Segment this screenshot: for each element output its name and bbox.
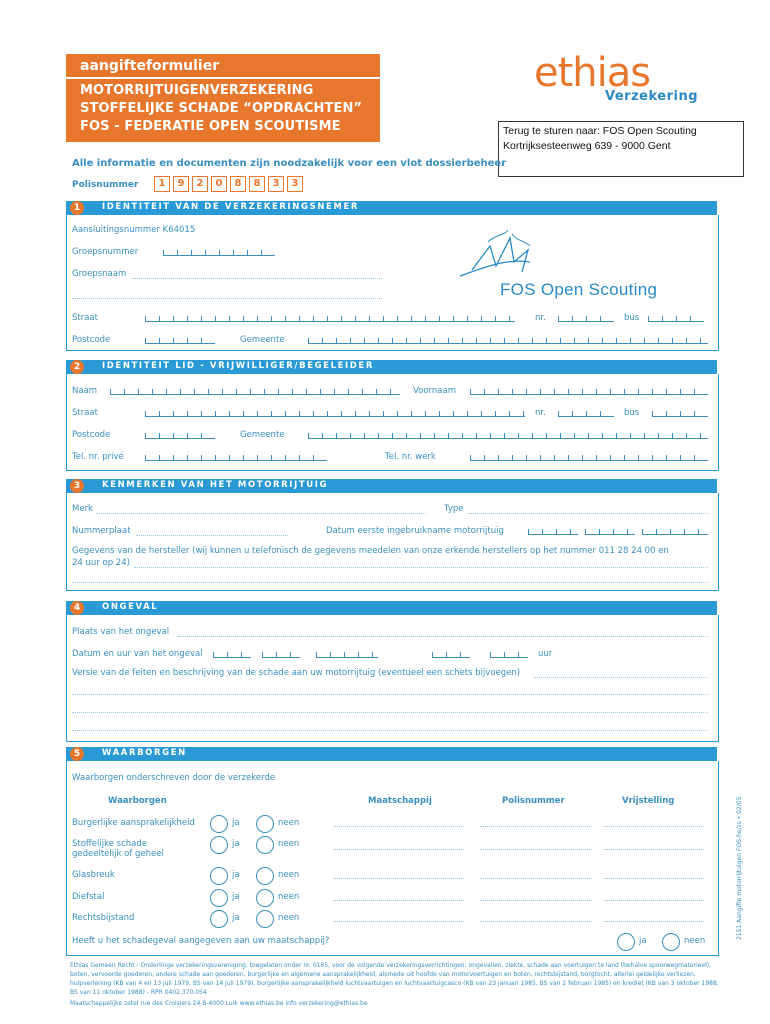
info-line: Alle informatie en documenten zijn noodzakelijk voor een vlot dossierbeheer — [72, 158, 507, 169]
polis-digit: 8 — [249, 176, 265, 192]
naam-field[interactable] — [110, 389, 400, 395]
waarborg-label: Rechtsbijstand — [72, 913, 135, 923]
section-4-header — [66, 601, 717, 615]
s1-bus-field[interactable] — [648, 316, 704, 322]
s2-straat-field[interactable] — [145, 411, 525, 417]
tel-werk-field[interactable] — [470, 455, 708, 461]
type-label: Type — [444, 504, 464, 514]
s2-gemeente-label: Gemeente — [240, 430, 285, 440]
footer-line-3: hulpverlening (KB van 4 en 13 juli 1979, BS van 14 juli 1979), burgerlijke aansprakelijkheid luchtvaartuigen en luchtvaartuigcasco (KB van 23 januari 1985, BS van 2 februari 1985) en krediet (KB van 3 oktober 1988, — [70, 980, 719, 987]
return-address-box — [498, 121, 744, 177]
neen-label: neen — [278, 892, 300, 902]
polis-digit: 3 — [287, 176, 303, 192]
form-title-line-1: MOTORRIJTUIGENVERZEKERING — [80, 83, 314, 98]
uur-label: uur — [538, 649, 553, 659]
footer-line-2: boten, vervoerde goederen, andere schade aan goederen, burgerlijke en algemene aansprakelijkheid, alsmede uit hoofde van motorvoertuigen en boten, rechtsbijstand, borgtocht, allerlei geldelijke verliezen, — [70, 971, 696, 978]
ja-label: ja — [232, 892, 240, 902]
tel-prive-field[interactable] — [145, 455, 327, 461]
polis-digit: 2 — [192, 176, 208, 192]
s2-gemeente-field[interactable] — [308, 433, 708, 439]
polisnummer-field[interactable] — [480, 878, 592, 879]
datum-ingebruik-year[interactable] — [642, 529, 708, 535]
ja-label: ja — [232, 839, 240, 849]
nummerplaat-field[interactable] — [136, 535, 288, 536]
s1-postcode-label: Postcode — [72, 335, 111, 345]
ethias-logo-subtitle: Verzekering — [605, 89, 699, 104]
polisnummer-field[interactable] — [480, 921, 592, 922]
aangegeven-ja-radio[interactable] — [617, 933, 635, 951]
maatschappij-field[interactable] — [334, 921, 464, 922]
polisnummer-field[interactable] — [480, 849, 592, 850]
ja-label: ja — [232, 870, 240, 880]
tel-prive-label: Tel. nr. privé — [72, 452, 124, 462]
ongeval-minute[interactable] — [490, 652, 528, 658]
ja-radio[interactable] — [210, 889, 228, 907]
ethias-logo: ethias — [534, 50, 651, 96]
datum-ingebruik-label: Datum eerste ingebruikname motorrijtuig — [326, 526, 504, 536]
polisnummer-field[interactable] — [480, 826, 592, 827]
section-2-title: IDENTITEIT LID - VRIJWILLIGER/BEGELEIDER — [102, 361, 374, 371]
section-3-title: KENMERKEN VAN HET MOTORRIJTUIG — [102, 480, 329, 490]
s2-postcode-label: Postcode — [72, 430, 111, 440]
plaats-label: Plaats van het ongeval — [72, 627, 170, 637]
aansluitingsnummer: Aansluitingsnummer K64015 — [72, 225, 196, 235]
polis-digit: 3 — [268, 176, 284, 192]
versie-field[interactable] — [534, 677, 708, 678]
versie-label: Versie van de feiten en beschrijving van de schade aan uw motorrijtuig (eventueel een schets bijvoegen) — [72, 668, 521, 678]
section-3-header — [66, 479, 717, 493]
polis-digit: 9 — [173, 176, 189, 192]
ongeval-hour[interactable] — [432, 652, 470, 658]
datum-uur-label: Datum en uur van het ongeval — [72, 649, 203, 659]
ja-radio[interactable] — [210, 815, 228, 833]
waarborgen-intro: Waarborgen onderschreven door de verzekerde — [72, 773, 276, 783]
groepsnaam-label: Groepsnaam — [72, 269, 127, 279]
return-line-1: Terug te sturen naar: FOS Open Scouting — [503, 125, 697, 137]
s1-straat-field[interactable] — [145, 316, 515, 322]
section-5-box — [66, 761, 719, 956]
ongeval-year[interactable] — [316, 652, 378, 658]
s2-postcode-field[interactable] — [145, 433, 215, 439]
th-vrijstelling: Vrijstelling — [622, 796, 675, 806]
form-title-line-3: FOS - FEDERATIE OPEN SCOUTISME — [80, 119, 341, 134]
neen-radio[interactable] — [256, 889, 274, 907]
merk-field[interactable] — [96, 513, 426, 514]
aangegeven-ja-label: ja — [639, 936, 647, 946]
polis-digit: 1 — [154, 176, 170, 192]
section-4-number: 4 — [70, 601, 84, 615]
aangegeven-neen-label: neen — [684, 936, 706, 946]
ja-label: ja — [232, 818, 240, 828]
section-1-header — [66, 201, 717, 215]
footer-address: Maatschappelijke zetel rue des Croisiers 24 B-4000 Luik www.ethias.be info.verzekering@ethias.be — [70, 1000, 368, 1007]
neen-label: neen — [278, 839, 300, 849]
neen-label: neen — [278, 913, 300, 923]
section-1-number: 1 — [70, 201, 84, 215]
polis-digit: 0 — [211, 176, 227, 192]
groepsnummer-field[interactable] — [163, 250, 275, 256]
th-maatschappij: Maatschappij — [368, 796, 432, 806]
aangegeven-question: Heeft u het schadegeval aangegeven aan uw maatschappij? — [72, 936, 330, 946]
groepsnaam-field-2[interactable] — [72, 298, 382, 299]
ja-radio[interactable] — [210, 836, 228, 854]
tel-werk-label: Tel. nr. werk — [385, 452, 436, 462]
neen-radio[interactable] — [256, 910, 274, 928]
s2-nr-field[interactable] — [558, 411, 614, 417]
s1-bus-label: bus — [624, 313, 640, 323]
neen-label: neen — [278, 870, 300, 880]
waarborg-label: Burgerlijke aansprakelijkheid — [72, 818, 195, 828]
waarborg-label: Glasbreuk — [72, 870, 115, 880]
fos-logo-text: FOS Open Scouting — [500, 280, 658, 299]
s2-bus-field[interactable] — [652, 411, 708, 417]
form-title-banner — [66, 54, 380, 142]
section-1-title: IDENTITEIT VAN DE VERZEKERINGSNEMER — [102, 202, 360, 212]
ja-radio[interactable] — [210, 867, 228, 885]
polis-digit: 8 — [230, 176, 246, 192]
hersteller-line-2: 24 uur op 24) — [72, 558, 130, 568]
versie-field-4[interactable] — [72, 730, 708, 731]
vrijstelling-field[interactable] — [604, 921, 704, 922]
datum-ingebruik-month[interactable] — [585, 529, 635, 535]
section-3-number: 3 — [70, 479, 84, 493]
merk-label: Merk — [72, 504, 93, 514]
waarborg-label-line2: gedeeltelijk of geheel — [72, 849, 164, 859]
neen-label: neen — [278, 818, 300, 828]
maatschappij-field[interactable] — [334, 878, 464, 879]
ja-label: ja — [232, 913, 240, 923]
voornaam-label: Voornaam — [413, 386, 456, 396]
th-waarborgen: Waarborgen — [108, 796, 167, 806]
section-4-title: ONGEVAL — [102, 602, 159, 612]
s1-gemeente-label: Gemeente — [240, 335, 285, 345]
s2-bus-label: bus — [624, 408, 640, 418]
s1-gemeente-field[interactable] — [308, 338, 708, 344]
groepsnaam-field[interactable] — [132, 278, 382, 279]
hersteller-field[interactable] — [134, 567, 708, 568]
hersteller-line-1: Gegevens van de hersteller (wij kunnen u telefonisch de gegevens meedelen van onze erkende herstellers op het nummer 011 28 24 00 en — [72, 546, 669, 556]
section-2-number: 2 — [70, 360, 84, 374]
s2-nr-label: nr. — [535, 408, 546, 418]
polis-label: Polisnummer — [72, 180, 139, 190]
neen-radio[interactable] — [256, 836, 274, 854]
section-3-box — [66, 493, 719, 591]
side-form-code: 2151 Aangifte motorrijtuigen FOS-he/zs • 02/05 — [736, 796, 743, 940]
vrijstelling-field[interactable] — [604, 878, 704, 879]
type-field[interactable] — [468, 513, 708, 514]
versie-field-2[interactable] — [72, 694, 708, 695]
s2-straat-label: Straat — [72, 408, 98, 418]
plaats-field[interactable] — [178, 636, 708, 637]
form-title-line-2: STOFFELIJKE SCHADE “OPDRACHTEN” — [80, 101, 363, 116]
ja-radio[interactable] — [210, 910, 228, 928]
neen-radio[interactable] — [256, 815, 274, 833]
vrijstelling-field[interactable] — [604, 826, 704, 827]
vrijstelling-field[interactable] — [604, 849, 704, 850]
s1-postcode-field[interactable] — [145, 338, 215, 344]
section-5-title: WAARBORGEN — [102, 748, 187, 758]
waarborg-label-line1: Stoffelijke schade — [72, 839, 147, 849]
waarborg-label: Diefstal — [72, 892, 105, 902]
s1-straat-label: Straat — [72, 313, 98, 323]
banner-divider — [66, 77, 380, 79]
neen-radio[interactable] — [256, 867, 274, 885]
footer-line-4: BS van 11 oktober 1988) - RPR 0402.370.054 — [70, 989, 207, 996]
s1-nr-label: nr. — [535, 313, 546, 323]
polisnummer-field[interactable] — [480, 900, 592, 901]
maatschappij-field[interactable] — [334, 900, 464, 901]
footer-line-1: Ethias Gemeen Recht - Onderlinge verzekeringsvereniging, toegelaten onder nr. 0165, voor de volgende verzekeringsverrichtingen: ongevallen, ziekte, schade aan voertuigen te land (behalve spoorwegmaterieel), — [70, 962, 712, 969]
nummerplaat-label: Nummerplaat — [72, 526, 131, 536]
form-tag: aangifteformulier — [80, 58, 220, 74]
ongeval-day[interactable] — [213, 652, 251, 658]
groepsnummer-label: Groepsnummer — [72, 247, 139, 257]
section-5-number: 5 — [70, 747, 84, 761]
th-polisnummer: Polisnummer — [502, 796, 565, 806]
naam-label: Naam — [72, 386, 98, 396]
voornaam-field[interactable] — [470, 389, 708, 395]
return-line-2: Kortrijksesteenweg 639 - 9000 Gent — [503, 140, 671, 152]
maatschappij-field[interactable] — [334, 849, 464, 850]
aangegeven-neen-radio[interactable] — [662, 933, 680, 951]
datum-ingebruik-day[interactable] — [528, 529, 578, 535]
versie-field-3[interactable] — [72, 712, 708, 713]
s1-nr-field[interactable] — [558, 316, 614, 322]
ongeval-month[interactable] — [262, 652, 300, 658]
maatschappij-field[interactable] — [334, 826, 464, 827]
hersteller-field-2[interactable] — [72, 582, 708, 583]
section-5-header — [66, 747, 717, 761]
section-2-header — [66, 360, 717, 374]
vrijstelling-field[interactable] — [604, 900, 704, 901]
